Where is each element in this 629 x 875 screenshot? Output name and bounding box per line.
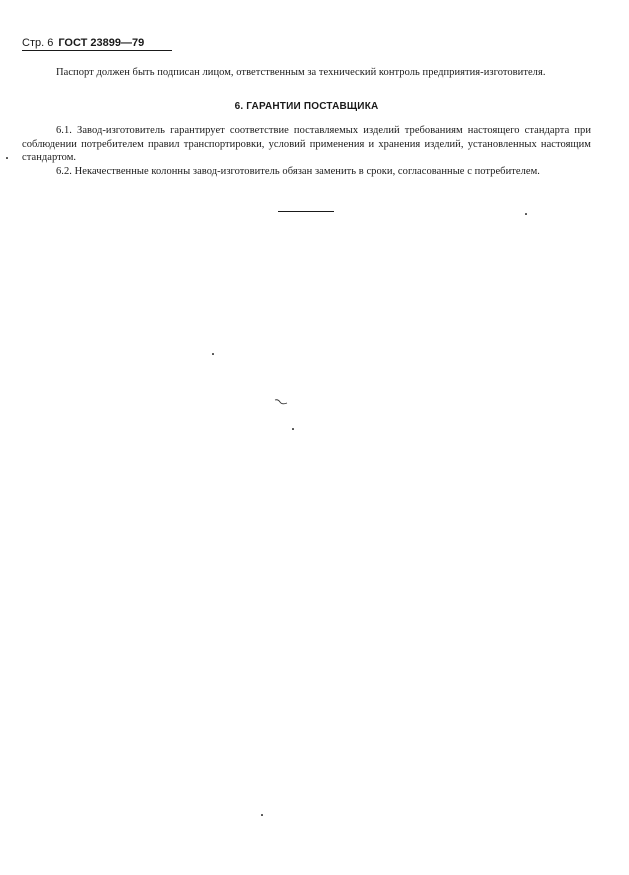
scan-mark	[274, 398, 288, 406]
page-header	[22, 37, 172, 51]
scan-speck	[6, 157, 8, 159]
clause-6-1: 6.1. Завод-изготовитель гарантирует соответствие поставляемых изделий требованиям настоящего стандарта при соблюдении потребителем правил транспортировки, условий применения и хранения изделий, установленных настоящим стандартом.	[22, 125, 591, 163]
scan-speck	[292, 428, 294, 430]
scan-speck	[261, 814, 263, 816]
scan-speck	[525, 213, 527, 215]
intro-paragraph: Паспорт должен быть подписан лицом, ответственным за технический контроль предприятия-изготовителя.	[56, 67, 546, 78]
page-number: Стр. 6	[22, 37, 54, 49]
standard-designation: ГОСТ 23899—79	[58, 37, 145, 49]
intro-block	[22, 66, 591, 80]
end-of-text-rule	[278, 211, 334, 212]
clause-6-2: 6.2. Некачественные колонны завод-изготовитель обязан заменить в сроки, согласованные с потребителем.	[56, 165, 540, 177]
scan-speck	[212, 353, 214, 355]
section-body	[22, 124, 591, 178]
section-title: 6. ГАРАНТИИ ПОСТАВЩИКА	[234, 101, 379, 112]
